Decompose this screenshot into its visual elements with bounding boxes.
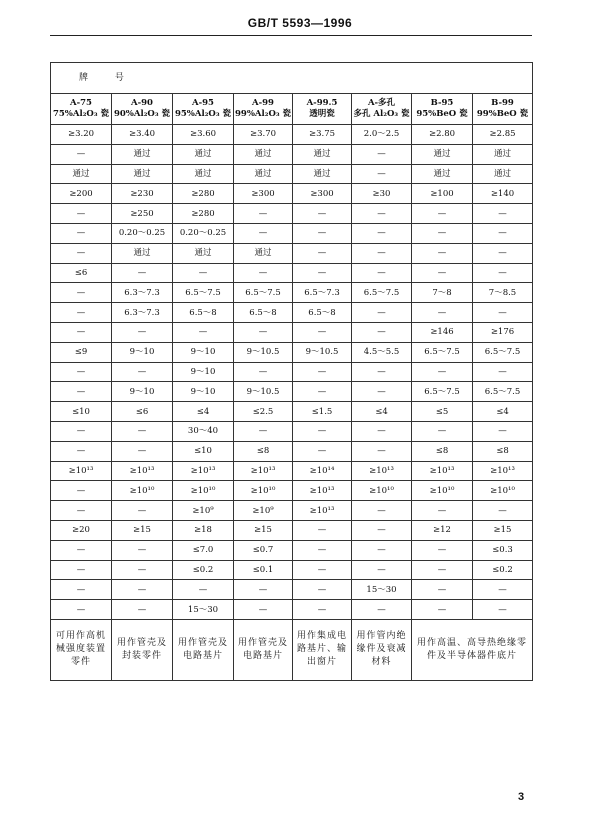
table-cell: 30～40 [173,421,234,441]
table-cell: ≤4 [473,402,533,422]
table-cell: 通过 [412,144,473,164]
table-cell: — [51,243,112,263]
table-cell: — [293,540,352,560]
table-cell: 7～8.5 [473,283,533,303]
table-cell: — [112,263,173,283]
table-cell: ≥12 [412,520,473,540]
table-row [51,263,533,283]
table-cell: ≤4 [352,402,412,422]
table-cell: — [412,540,473,560]
usage-cell: 用作管壳及电路基片 [173,619,234,680]
table-cell: — [51,382,112,402]
table-cell: ≥3.75 [293,125,352,145]
table-cell: 6.5～7.5 [412,382,473,402]
usage-cell: 用作管内绝缘件及衰减材料 [352,619,412,680]
table-row [51,421,533,441]
table-cell: ≥140 [473,184,533,204]
table-row [51,322,533,342]
usage-cell: 用作管壳及封装零件 [112,619,173,680]
table-cell: ≥10¹⁰ [112,481,173,501]
table-cell: 9～10 [173,362,234,382]
grade-code: B-95 [430,98,454,108]
table-cell: — [51,322,112,342]
table-cell: — [352,362,412,382]
table-cell: — [234,421,293,441]
table-cell: ≥3.20 [51,125,112,145]
table-cell: ≤10 [173,441,234,461]
table-cell: — [352,382,412,402]
table-cell: ≥10¹⁰ [234,481,293,501]
table-cell: ≤9 [51,342,112,362]
table-cell: — [293,263,352,283]
table-cell: — [412,263,473,283]
table-cell: ≤4 [173,402,234,422]
table-cell: 通过 [173,164,234,184]
table-cell: ≥3.70 [234,125,293,145]
table-cell: — [112,560,173,580]
table-cell: — [412,362,473,382]
table-cell: ≥10¹³ [352,461,412,481]
table-cell: — [473,501,533,521]
table-cell: — [352,441,412,461]
table-cell: ≥15 [112,520,173,540]
table-cell: — [51,303,112,323]
table-cell: — [412,580,473,600]
grade-name: 透明瓷 [309,109,335,119]
table-row [51,600,533,620]
table-cell: — [51,144,112,164]
table-cell: — [293,520,352,540]
table-row [51,204,533,224]
table-cell: 通过 [412,164,473,184]
table-cell: ≥100 [412,184,473,204]
table-cell: 通过 [473,144,533,164]
table-cell: ≤6 [51,263,112,283]
table-cell: — [51,600,112,620]
table-cell: 6.5～8 [173,303,234,323]
grade-cell [412,94,473,125]
table-row [51,441,533,461]
table-cell: — [51,283,112,303]
table-row [51,184,533,204]
table-cell: 通过 [51,164,112,184]
table-cell: ≥10¹⁰ [173,481,234,501]
table-cell: 15～30 [173,600,234,620]
table-row [51,362,533,382]
table-cell: — [51,362,112,382]
table-row [51,283,533,303]
table-cell: — [112,362,173,382]
table-cell: — [412,204,473,224]
table-cell: — [51,204,112,224]
table-cell: — [352,303,412,323]
table-cell: — [473,600,533,620]
table-cell: 9～10 [112,382,173,402]
table-cell: ≥250 [112,204,173,224]
table-cell: — [234,362,293,382]
table-cell: 9～10.5 [234,382,293,402]
grade-row [51,94,533,125]
table-cell: 0.20～0.25 [173,223,234,243]
table-cell: 7～8 [412,283,473,303]
table-row [51,580,533,600]
table-row [51,382,533,402]
table-row [51,144,533,164]
table-cell: — [412,303,473,323]
table-cell: 6.5～7.5 [234,283,293,303]
table-cell: — [473,421,533,441]
table-cell: — [293,322,352,342]
usage-cell: 用作高温、高导热绝缘零件及半导体器件底片 [412,619,533,680]
table-cell: — [412,243,473,263]
grade-cell [51,94,112,125]
table-cell: — [293,580,352,600]
grade-name: 95%Al₂O₃ 瓷 [174,109,232,119]
table-cell: ≥10¹³ [293,501,352,521]
table-cell: — [112,421,173,441]
table-cell: — [234,223,293,243]
table-cell: 6.5～8 [293,303,352,323]
table-cell: — [352,520,412,540]
table-row [51,520,533,540]
standard-header: GB/T 5593—1996 [247,16,353,30]
table-cell: — [352,600,412,620]
table-cell: — [352,540,412,560]
table-cell: — [293,243,352,263]
usage-cell: 用作集成电路基片、输出窗片 [293,619,352,680]
table-cell: — [112,501,173,521]
table-row [51,540,533,560]
table-cell: — [51,223,112,243]
table-cell: — [173,580,234,600]
table-cell: — [473,303,533,323]
table-cell: 通过 [112,164,173,184]
table-cell: — [352,322,412,342]
table-cell: ≤5 [412,402,473,422]
table-cell: — [173,322,234,342]
table-cell: — [352,243,412,263]
table-cell: — [352,560,412,580]
table-cell: ≥10¹⁰ [473,481,533,501]
usage-cell: 用作管壳及电路基片 [234,619,293,680]
grade-code: A-95 [192,98,214,108]
table-cell: ≥20 [51,520,112,540]
grade-name: 多孔 Al₂O₃ 瓷 [353,109,410,119]
table-cell: ≥10⁹ [234,501,293,521]
table-cell: — [51,501,112,521]
table-cell: ≥10¹³ [173,461,234,481]
spec-table-body [51,63,533,681]
table-cell: 9～10.5 [234,342,293,362]
table-cell: 通过 [473,164,533,184]
table-cell: 通过 [173,144,234,164]
table-cell: ≥3.60 [173,125,234,145]
table-cell: ≥10¹⁰ [412,481,473,501]
grade-cell [234,94,293,125]
table-cell: ≥3.40 [112,125,173,145]
table-cell: — [293,362,352,382]
table-cell: — [51,441,112,461]
table-cell: — [352,501,412,521]
table-cell: ≥10¹³ [473,461,533,481]
table-row [51,342,533,362]
table-cell: ≤7.0 [173,540,234,560]
table-cell: — [112,441,173,461]
table-cell: — [112,322,173,342]
table-cell: ≥176 [473,322,533,342]
table-cell: — [352,421,412,441]
table-cell: — [473,362,533,382]
table-cell: ≤0.3 [473,540,533,560]
brand-label: 牌 号 [51,63,533,94]
table-cell: ≤2.5 [234,402,293,422]
table-cell: — [293,441,352,461]
table-cell: — [352,223,412,243]
table-cell: — [352,204,412,224]
table-cell: — [293,560,352,580]
grade-cell [112,94,173,125]
table-row [51,243,533,263]
table-cell: — [234,580,293,600]
table-cell: 6.3～7.3 [112,283,173,303]
table-cell: — [51,421,112,441]
table-cell: 6.5～7.5 [473,382,533,402]
grade-code: A-90 [131,98,153,108]
table-cell: ≤0.2 [473,560,533,580]
table-cell: — [234,322,293,342]
grade-code: A-多孔 [367,98,396,108]
table-cell: 通过 [234,243,293,263]
table-cell: — [293,223,352,243]
table-cell: ≤0.2 [173,560,234,580]
table-cell: ≥2.85 [473,125,533,145]
table-cell: ≤8 [234,441,293,461]
grade-cell [352,94,412,125]
table-cell: — [234,600,293,620]
table-cell: — [51,540,112,560]
table-cell: 15～30 [352,580,412,600]
table-cell: — [293,421,352,441]
table-cell: — [293,204,352,224]
table-cell: 0.20～0.25 [112,223,173,243]
grade-name: 99%BeO 瓷 [476,109,529,119]
table-cell: — [51,481,112,501]
table-cell: — [412,600,473,620]
table-cell: — [473,580,533,600]
table-cell: 6.5～7.5 [473,342,533,362]
table-cell: — [473,263,533,283]
table-cell: ≥230 [112,184,173,204]
table-cell: — [352,263,412,283]
table-cell: ≤1.5 [293,402,352,422]
table-cell: 通过 [234,164,293,184]
table-row [51,501,533,521]
usage-row [51,619,533,680]
table-cell: ≥10⁹ [173,501,234,521]
table-cell: ≤0.1 [234,560,293,580]
table-cell: ≥10¹⁴ [293,461,352,481]
grade-cell [473,94,533,125]
table-cell: 9～10 [173,382,234,402]
table-row [51,481,533,501]
table-cell: 6.5～7.5 [412,342,473,362]
grade-cell [293,94,352,125]
table-cell: — [51,580,112,600]
table-cell: 通过 [112,144,173,164]
spec-table [50,62,533,681]
table-cell: ≥200 [51,184,112,204]
table-cell: — [112,580,173,600]
table-cell: 6.3～7.3 [112,303,173,323]
table-cell: — [352,144,412,164]
grade-name: 75%Al₂O₃ 瓷 [52,109,110,119]
table-row [51,164,533,184]
table-cell: 通过 [173,243,234,263]
grade-name: 90%Al₂O₃ 瓷 [113,109,171,119]
table-cell: 9～10.5 [293,342,352,362]
table-cell: — [473,243,533,263]
table-row [51,461,533,481]
table-cell: 6.5～7.3 [293,283,352,303]
table-cell: 4.5～5.5 [352,342,412,362]
page-number: 3 [518,791,525,803]
table-cell: ≤6 [112,402,173,422]
table-cell: — [412,501,473,521]
table-cell: ≥18 [173,520,234,540]
table-cell: — [412,560,473,580]
grade-code: A-99 [252,98,274,108]
grade-code: A-99.5 [306,98,338,108]
table-row [51,125,533,145]
table-cell: — [412,223,473,243]
table-cell: ≥10¹³ [51,461,112,481]
table-cell: 9～10 [173,342,234,362]
table-cell: ≥15 [234,520,293,540]
table-cell: — [293,600,352,620]
usage-cell: 可用作高机械强度装置零件 [51,619,112,680]
table-cell: 通过 [234,144,293,164]
header-rule [50,35,532,36]
table-cell: ≤8 [412,441,473,461]
table-cell: — [234,204,293,224]
grade-code: A-75 [70,98,92,108]
table-cell: ≤0.7 [234,540,293,560]
table-cell: 通过 [293,164,352,184]
table-cell: — [51,560,112,580]
brand-row [51,63,533,94]
table-cell: ≥300 [293,184,352,204]
grade-code: B-99 [491,98,514,108]
table-cell: 6.5～7.5 [173,283,234,303]
table-cell: — [293,382,352,402]
grade-cell [173,94,234,125]
table-cell: 6.5～8 [234,303,293,323]
grade-name: 99%Al₂O₃ 瓷 [235,109,292,119]
table-cell: ≥10¹³ [293,481,352,501]
grade-name: 95%BeO 瓷 [416,109,468,119]
table-cell: — [473,223,533,243]
table-cell: ≥10¹⁰ [352,481,412,501]
table-cell: 通过 [112,243,173,263]
table-cell: 9～10 [112,342,173,362]
table-cell: 通过 [293,144,352,164]
table-cell: ≥10¹³ [412,461,473,481]
table-cell: 6.5～7.5 [352,283,412,303]
table-cell: ≥280 [173,184,234,204]
table-cell: — [412,421,473,441]
table-cell: ≥2.80 [412,125,473,145]
table-cell: — [352,164,412,184]
table-cell: ≥15 [473,520,533,540]
table-cell: — [173,263,234,283]
table-cell: 2.0～2.5 [352,125,412,145]
table-row [51,402,533,422]
table-row [51,560,533,580]
table-cell: ≤10 [51,402,112,422]
table-cell: — [234,263,293,283]
table-cell: ≥30 [352,184,412,204]
table-cell: ≥300 [234,184,293,204]
table-cell: ≥10¹³ [112,461,173,481]
table-row [51,303,533,323]
table-cell: — [112,600,173,620]
table-cell: — [473,204,533,224]
table-cell: ≥280 [173,204,234,224]
table-cell: ≥10¹³ [234,461,293,481]
table-row [51,223,533,243]
table-cell: ≤8 [473,441,533,461]
table-cell: ≥146 [412,322,473,342]
table-cell: — [112,540,173,560]
